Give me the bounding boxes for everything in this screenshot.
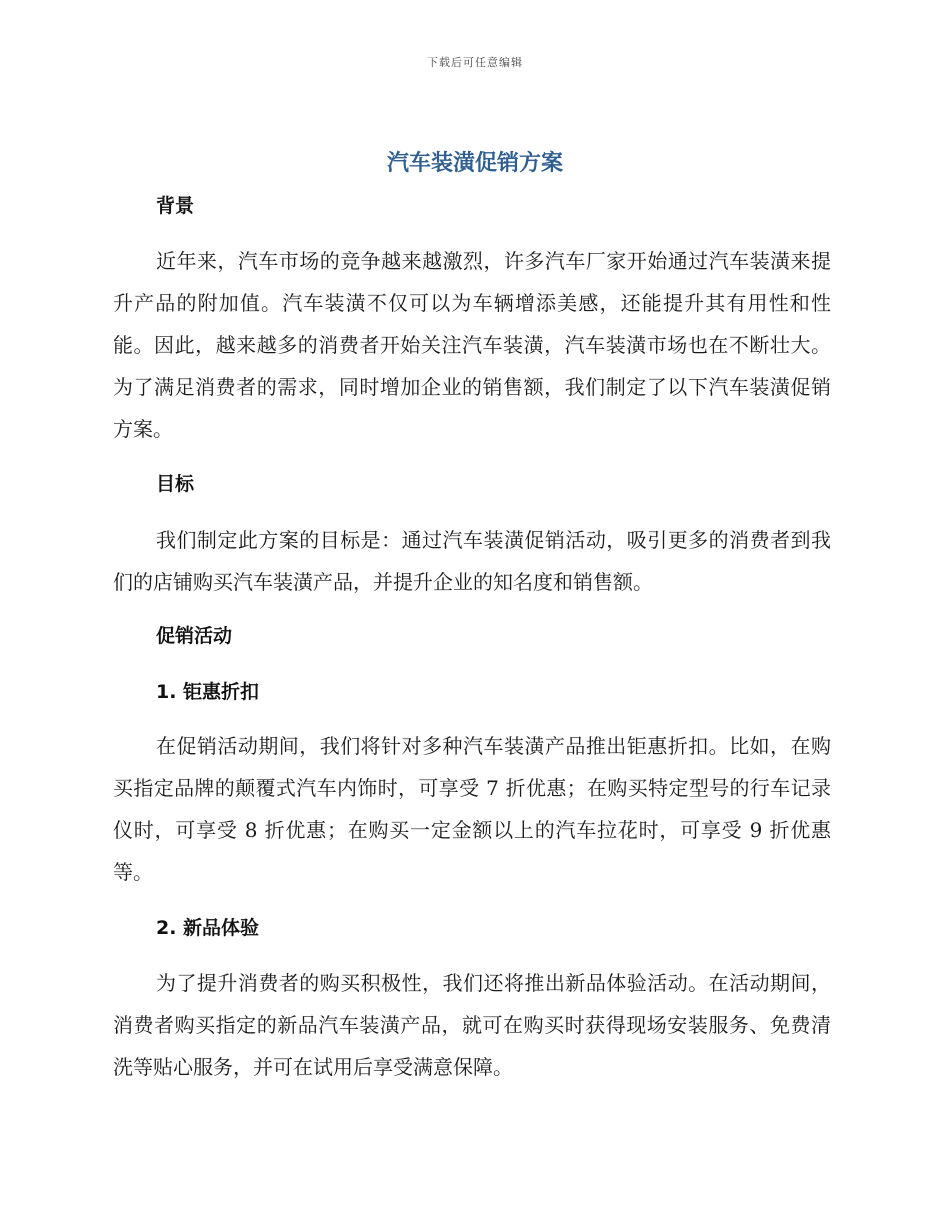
section-paragraph-background: 近年来，汽车市场的竞争越来越激烈，许多汽车厂家开始通过汽车装潢来提升产品的附加值。汽车装潢不仅可以为车辆增添美感，还能提升其有用性和性能。因此，越来越多的消费者开始关注汽车装潢，汽车装潢市场也在不断壮大。为了满足消费者的需求，同时增加企业的销售额，我们制定了以下汽车装潢促销方案。	[113, 249, 831, 441]
section-paragraph-new-product: 为了提升消费者的购买积极性，我们还将推出新品体验活动。在活动期间，消费者购买指定的新品汽车装潢产品，就可在购买时获得现场安装服务、免费清洗等贴心服务，并可在试用后享受满意保障。	[113, 971, 831, 1079]
section-heading-new-product: 2. 新品体验	[156, 917, 260, 939]
section-paragraph-goal: 我们制定此方案的目标是：通过汽车装潢促销活动，吸引更多的消费者到我们的店铺购买汽车装潢产品，并提升企业的知名度和销售额。	[113, 528, 831, 594]
section-heading-background: 背景	[156, 195, 195, 217]
document-title: 汽车装潢促销方案	[386, 151, 563, 176]
section-heading-promotions: 促销活动	[156, 625, 233, 647]
section-paragraph-discount: 在促销活动期间，我们将针对多种汽车装潢产品推出钜惠折扣。比如，在购买指定品牌的颠覆式汽车内饰时，可享受 7 折优惠；在购买特定型号的行车记录仪时，可享受 8 折优惠；在购买一定金额以上的汽车拉花时，可享受 9 折优惠等。	[113, 734, 831, 884]
section-heading-discount: 1. 钜惠折扣	[156, 681, 260, 703]
section-heading-goal: 目标	[156, 473, 195, 495]
header-note: 下载后可任意编辑	[427, 56, 523, 69]
